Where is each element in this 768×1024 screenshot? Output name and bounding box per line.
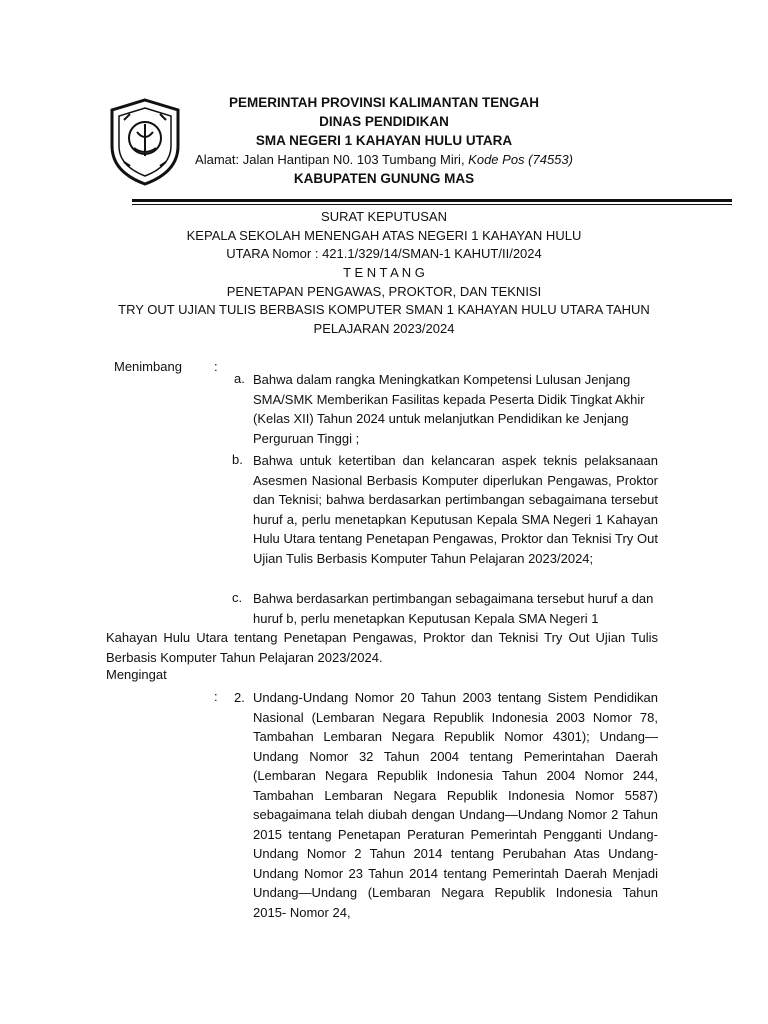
menimbang-colon: : xyxy=(214,359,218,374)
item-a-marker: a. xyxy=(234,371,245,386)
header-divider-thin xyxy=(132,204,732,205)
item-c-text: Bahwa berdasarkan pertimbangan sebagaimana tersebut huruf a dan huruf b, perlu menetapkan Keputusan Kepala SMA Negeri 1 xyxy=(253,591,654,626)
header-province: PEMERINTAH PROVINSI KALIMANTAN TENGAH xyxy=(229,95,539,110)
header-school: SMA NEGERI 1 KAHAYAN HULU UTARA xyxy=(255,133,513,148)
item-2-marker: 2. xyxy=(234,690,245,705)
decree-subject-2: TRY OUT UJIAN TULIS BERBASIS KOMPUTER SMAN 1 KAHAYAN HULU UTARA TAHUN xyxy=(118,302,650,317)
mengingat-colon: : xyxy=(214,689,218,704)
header-address xyxy=(0,152,768,167)
header-agency: DINAS PENDIDIKAN xyxy=(319,114,449,129)
header-regency: KABUPATEN GUNUNG MAS xyxy=(293,171,475,186)
mengingat-label: Mengingat xyxy=(106,667,167,682)
header-divider xyxy=(132,199,732,202)
decree-subject-3: PELAJARAN 2023/2024 xyxy=(313,321,455,336)
decree-about: T E N T A N G xyxy=(343,265,425,280)
menimbang-label: Menimbang xyxy=(114,359,182,374)
item-2-text: Undang-Undang Nomor 20 Tahun 2003 tentang Sistem Pendidikan Nasional (Lembaran Negara Republik Indonesia 2003 Nomor 78, Tambahan Lembaran Negara Republik Nomor 4301); Undang—Undang Nomor 32 Tahun 2004 tentang Pemerintahan Daerah (Lembaran Negara Republik Indonesia Tahun 2004 Nomor 244, Tambahan Lembaran Negara Republik Indonesia Nomor 5587) sebagaimana telah diubah dengan Undang—Undang Nomor 2 Tahun 2015 tentang Penetapan Peraturan Pemerintah Pengganti Undang-Undang Nomor 2 Tahun 2014 tentang Perubahan Atas Undang-Undang Nomor 23 Tahun 2014 tentang Pemerintah Daerah Menjadi Undang—Undang (Lembaran Negara Republik Indonesia Tahun 2015- Nomor 24, xyxy=(253,690,658,920)
item-b-marker: b. xyxy=(232,452,243,467)
decree-issuer: KEPALA SEKOLAH MENENGAH ATAS NEGERI 1 KAHAYAN HULU xyxy=(186,228,582,243)
decree-number: UTARA Nomor : 421.1/329/14/SMAN-1 KAHUT/II/2024 xyxy=(226,246,542,261)
decree-title: SURAT KEPUTUSAN xyxy=(321,209,447,224)
postal-code: Kode Pos (74553) xyxy=(468,152,573,167)
decree-subject-1: PENETAPAN PENGAWAS, PROKTOR, DAN TEKNISI xyxy=(226,284,542,299)
item-c-continuation: Kahayan Hulu Utara tentang Penetapan Pengawas, Proktor dan Teknisi Try Out Ujian Tulis Berbasis Komputer Tahun Pelajaran 2023/2024. xyxy=(106,630,658,665)
item-b-text: Bahwa untuk ketertiban dan kelancaran aspek teknis pelaksanaan Asesmen Nasional Berbasis Komputer diperlukan Pengawas, Proktor dan Teknisi; bahwa berdasarkan pertimbangan sebagaimana tersebut huruf a, perlu menetapkan Keputusan Kepala SMA Negeri 1 Kahayan Hulu Utara tentang Penetapan Pengawas, Proktor dan Teknisi Try Out Ujian Tulis Berbasis Komputer Tahun Pelajaran 2023/2024; xyxy=(253,453,658,566)
item-a-text: Bahwa dalam rangka Meningkatkan Kompetensi Lulusan Jenjang SMA/SMK Memberikan Fasilitas kepada Peserta Didik Tingkat Akhir (Kelas XII) Tahun 2024 untuk melanjutkan Pendidikan ke Jenjang Perguruan Tinggi ; xyxy=(253,372,645,446)
address-text: Alamat: Jalan Hantipan N0. 103 Tumbang Miri, xyxy=(195,152,469,167)
item-c-marker: c. xyxy=(232,590,243,605)
